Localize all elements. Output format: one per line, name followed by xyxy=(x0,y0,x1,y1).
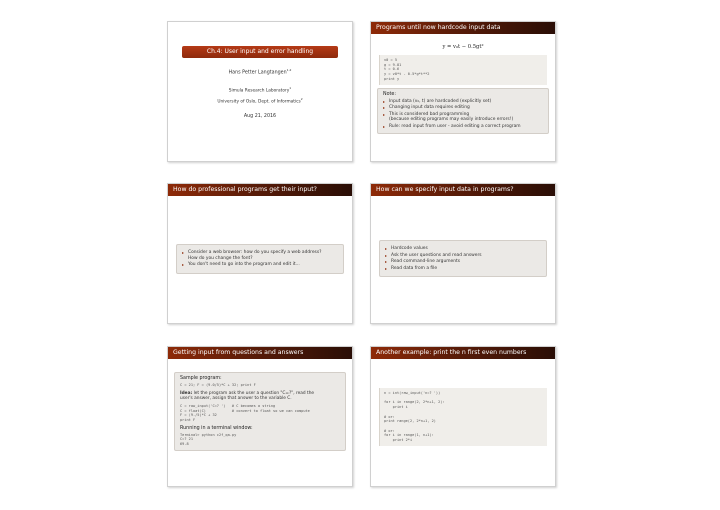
bullet-triangle-icon: ▸ xyxy=(182,250,185,255)
institution-1-superscript: 1 xyxy=(289,85,292,90)
slide-title xyxy=(167,21,353,162)
bullet-triangle-icon: ▸ xyxy=(383,111,386,117)
bullet-text: Ask the user questions and read answers xyxy=(391,252,482,258)
bullet-triangle-icon: ▸ xyxy=(383,98,386,104)
slide-header: Getting input from questions and answers xyxy=(168,347,352,359)
bullet-triangle-icon: ▸ xyxy=(383,105,386,111)
bullet-block xyxy=(379,240,547,277)
bullet-item xyxy=(385,259,541,265)
slide-header: Another example: print the n first even numbers xyxy=(371,347,555,359)
bullet-block xyxy=(176,244,344,274)
slide-header: How do professional programs get their input? xyxy=(168,184,352,196)
bullet-text: Changing input data requires editing xyxy=(389,105,470,111)
bullet-triangle-icon: ▸ xyxy=(385,252,388,258)
idea-text: let the program ask the user a question "C=?", read the user's answer, assign that answer to the variable C. xyxy=(180,390,315,402)
bullet-item xyxy=(383,124,543,130)
bullet-item xyxy=(385,266,541,272)
input-code-listing: C = raw_input('C=? ') # C becomes a string C = float(C) # convert to float so we can compute F = (9./5)*C + 32 print F xyxy=(180,403,310,422)
bullet-triangle-icon: ▸ xyxy=(383,123,386,129)
institution-line-2 xyxy=(168,97,352,104)
sample-program-label: Sample program: xyxy=(180,376,222,381)
author-name: Hans Petter Langtangen xyxy=(228,70,287,76)
bullet-text: Consider a web browser: how do you specify a web address? How do you change the font? xyxy=(188,250,322,261)
slide-professional-input xyxy=(167,183,353,324)
author-line xyxy=(168,68,352,76)
slide-questions-answers xyxy=(167,346,353,487)
bullet-item xyxy=(182,262,338,268)
institution-2: University of Oslo, Dept. of Informatics xyxy=(217,99,301,105)
code-listing: n = int(raw_input('n=? ')) for i in range(2, 2*n+1, 2): print i # or: print range(2, 2*n+1, 2) # or: for i in range(1, n+1): print 2*i xyxy=(384,391,445,443)
running-label: Running in a terminal window: xyxy=(180,425,253,431)
bullet-triangle-icon: ▸ xyxy=(385,265,388,271)
code-block xyxy=(379,388,547,446)
note-block xyxy=(377,88,549,135)
slide-header: How can we specify input data in programs? xyxy=(371,184,555,196)
presentation-date: Aug 21, 2016 xyxy=(243,114,277,120)
bullet-item xyxy=(383,99,543,105)
bullet-item xyxy=(385,246,541,252)
institution-2-superscript: 2 xyxy=(300,97,303,102)
author-superscript: 1,2 xyxy=(286,68,292,72)
slide-hardcoded-input xyxy=(370,21,556,162)
bullet-text: You don't need to go into the program and edit it... xyxy=(188,262,300,268)
bullet-triangle-icon: ▸ xyxy=(182,262,185,268)
formula: y = v₀t − 0.5gt² xyxy=(442,44,484,50)
slide-even-numbers xyxy=(370,346,556,487)
code-listing: v0 = 5 g = 9.81 t = 0.6 y = v0*t - 0.5*g*t**2 print y xyxy=(384,58,430,81)
bullet-item xyxy=(385,253,541,259)
bullet-text: Hardcode values xyxy=(391,246,428,251)
note-label: Note: xyxy=(383,91,396,97)
bullet-text: This is considered bad programming (because editing programs may easily introduce errors!) xyxy=(389,111,514,123)
terminal-output: Terminal> python c2f_qa.py C=? 21 69.8 xyxy=(180,432,237,447)
bullet-item xyxy=(182,250,338,261)
bullet-triangle-icon: ▸ xyxy=(385,259,388,265)
bullet-text: Read data from a file xyxy=(391,265,438,271)
sample-program-block xyxy=(174,372,346,451)
sample-program-line: C = 21; F = (9.0/5)*C + 32; print F xyxy=(180,383,256,387)
bullet-text: Input data (v₀, t) are hardcoded (explicitly set) xyxy=(389,98,492,104)
idea-label: Idea: xyxy=(180,390,193,396)
idea-paragraph xyxy=(180,391,340,402)
institution-line-1 xyxy=(168,86,352,93)
slide-header: Programs until now hardcode input data xyxy=(371,22,555,34)
bullet-item xyxy=(383,105,543,111)
slide-title-heading: Ch.4: User input and error handling xyxy=(182,46,338,58)
slide-specify-input xyxy=(370,183,556,324)
bullet-item xyxy=(383,112,543,123)
bullet-text: Rule: read input from user - avoid editing a correct program xyxy=(389,123,521,129)
bullet-text: Read command-line arguments xyxy=(391,259,461,265)
institution-1: Simula Research Laboratory xyxy=(228,88,290,94)
code-block xyxy=(379,55,547,85)
bullet-triangle-icon: ▸ xyxy=(385,246,388,251)
